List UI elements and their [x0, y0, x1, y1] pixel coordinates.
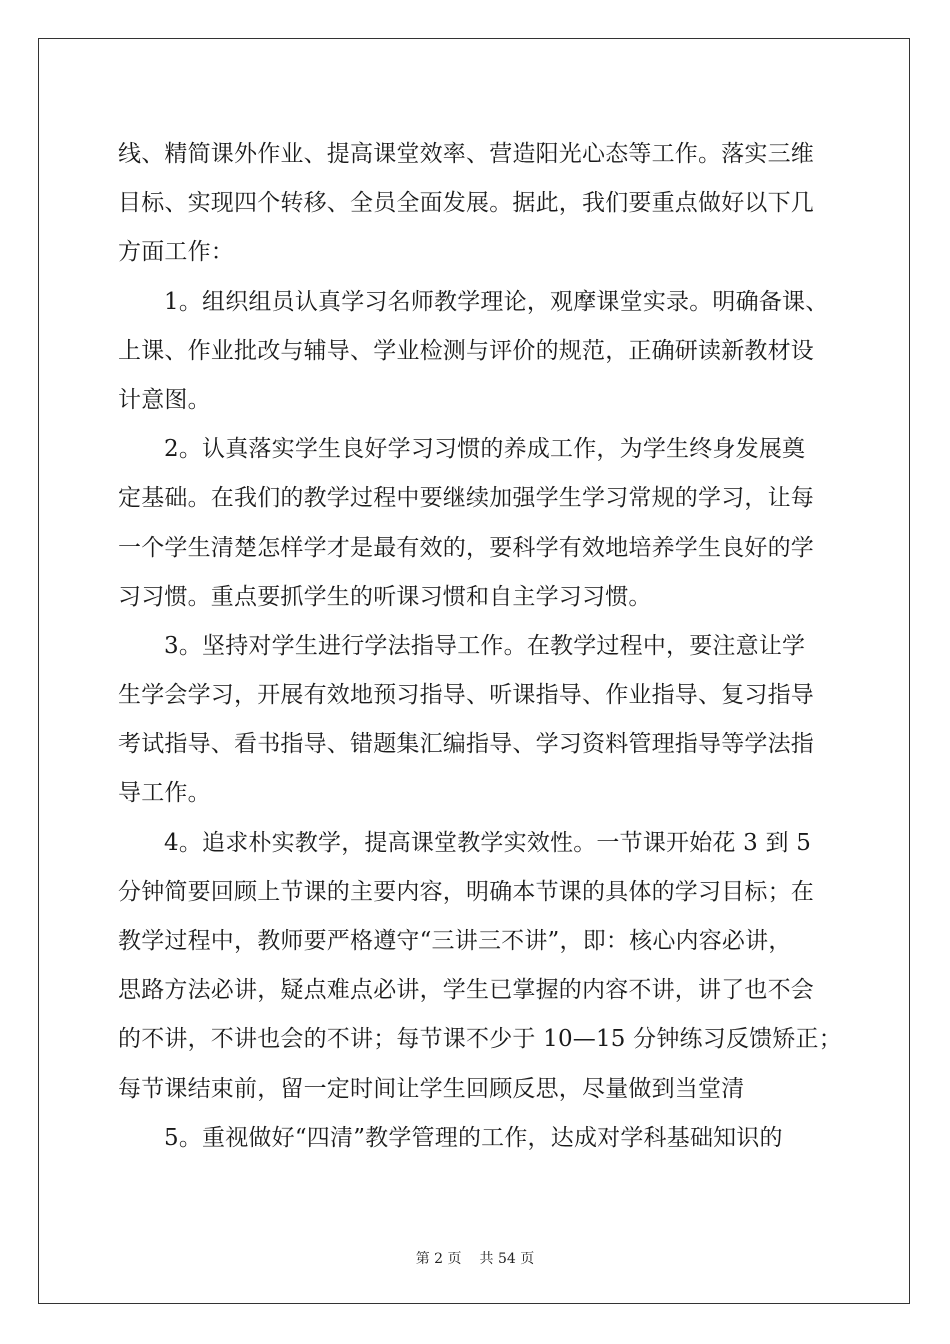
- text-line: 教学过程中，教师要严格遵守“三讲三不讲”，即：核心内容必讲，: [118, 928, 792, 954]
- paragraph-item-3: 3。坚持对学生进行学法指导工作。在教学过程中，要注意让学: [164, 632, 806, 659]
- text-line: 方面工作：: [118, 239, 234, 266]
- text-line: 思路方法必讲，疑点难点必讲，学生已掌握的内容不讲，讲了也不会: [118, 977, 814, 1004]
- text-line: 定基础。在我们的教学过程中要继续加强学生学习常规的学习，让每: [118, 485, 814, 512]
- text-line: 每节课结束前，留一定时间让学生回顾反思，尽量做到当堂清: [118, 1075, 745, 1102]
- text-line: 线、精简课外作业、提高课堂效率、营造阳光心态等工作。落实三维: [118, 141, 814, 167]
- paragraph-item-4: 4。追求朴实教学，提高课堂教学实效性。一节课开始花 3 到 5: [164, 829, 812, 856]
- text-line: 生学会学习，开展有效地预习指导、听课指导、作业指导、复习指导: [118, 682, 814, 709]
- text-line: 的不讲，不讲也会的不讲；每节课不少于 10—15 分钟练习反馈矫正；: [118, 1026, 842, 1053]
- document-body: [118, 130, 842, 1163]
- text-line: 分钟简要回顾上节课的主要内容，明确本节课的具体的学习目标；在: [118, 878, 814, 905]
- text-line: 一个学生清楚怎样学才是最有效的，要科学有效地培养学生良好的学: [118, 534, 814, 561]
- text-line: 习习惯。重点要抓学生的听课习惯和自主学习习惯。: [118, 583, 652, 610]
- page-total: 共 54 页: [479, 1251, 535, 1267]
- paragraph-item-1: 1。组织组员认真学习名师教学理论，观摩课堂实录。明确备课、: [164, 288, 829, 315]
- text-line: 上课、作业批改与辅导、学业检测与评价的规范，正确研读新教材设: [118, 337, 814, 364]
- text-line: 目标、实现四个转移、全员全面发展。据此，我们要重点做好以下几: [118, 190, 814, 217]
- text-line: 考试指导、看书指导、错题集汇编指导、学习资料管理指导等学法指: [118, 731, 814, 758]
- text-line: 导工作。: [118, 780, 211, 807]
- page-number: 第 2 页: [415, 1251, 462, 1267]
- page-footer: [0, 1248, 950, 1268]
- text-line: 计意图。: [118, 386, 211, 413]
- paragraph-item-5: 5。重视做好“四清”教学管理的工作，达成对学科基础知识的: [164, 1124, 783, 1151]
- paragraph-item-2: 2。认真落实学生良好学习习惯的养成工作，为学生终身发展奠: [164, 436, 806, 463]
